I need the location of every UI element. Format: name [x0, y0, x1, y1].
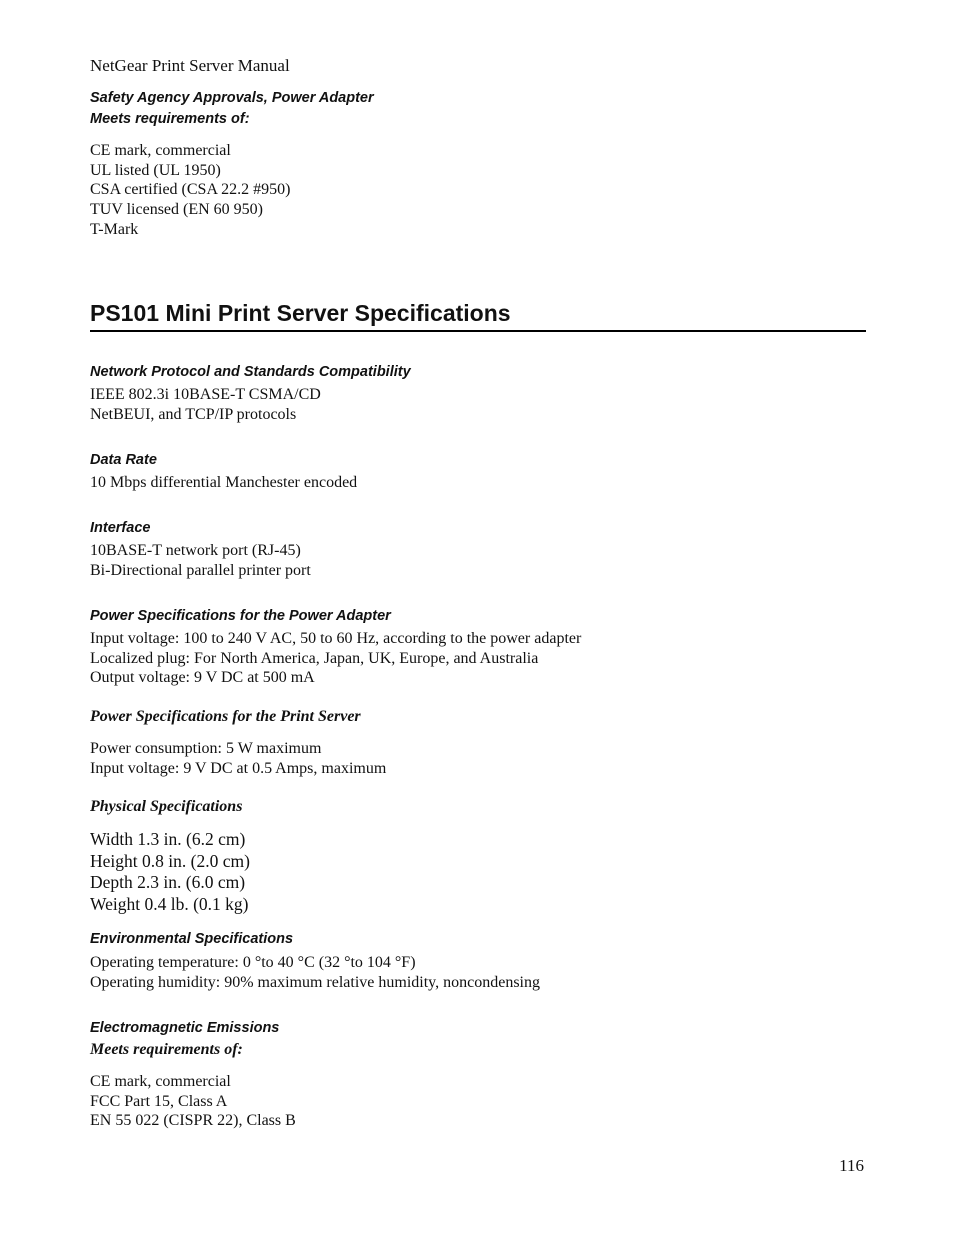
safety-subtitle: Meets requirements of: [90, 111, 250, 127]
list-item: 10 Mbps differential Manchester encoded [90, 474, 358, 491]
list-item: TUV licensed (EN 60 950) [90, 201, 263, 219]
list-item: UL listed (UL 1950) [90, 161, 221, 179]
environmental-list [90, 953, 540, 992]
list-item: Operating humidity: 90% maximum relative humidity, noncondensing [90, 973, 540, 991]
list-item: 10BASE-T network port (RJ-45) [90, 542, 301, 559]
emissions-list [90, 1072, 296, 1131]
list-item: Power consumption: 5 W maximum [90, 740, 322, 757]
power-adapter-title: Power Specifications for the Power Adapter [90, 608, 391, 624]
list-item: Operating temperature: 0 °to 40 °C (32 °to 104 °F) [90, 954, 416, 971]
page-header: NetGear Print Server Manual [90, 56, 290, 75]
list-item: FCC Part 15, Class A [90, 1092, 228, 1110]
list-item: Height 0.8 in. (2.0 cm) [90, 850, 250, 871]
emissions-title: Electromagnetic Emissions [90, 1020, 280, 1036]
safety-list [90, 141, 290, 240]
list-item: Input voltage: 100 to 240 V AC, 50 to 60 Hz, according to the power adapter [90, 630, 582, 647]
list-item: EN 55 022 (CISPR 22), Class B [90, 1112, 296, 1130]
network-list [90, 385, 321, 424]
page-number: 116 [839, 1156, 864, 1175]
safety-title: Safety Agency Approvals, Power Adapter [90, 90, 374, 106]
list-item: Bi-Directional parallel printer port [90, 561, 311, 579]
power-server-title: Power Specifications for the Print Server [90, 708, 361, 725]
list-item: CE mark, commercial [90, 142, 231, 159]
list-item: Input voltage: 9 V DC at 0.5 Amps, maximum [90, 759, 387, 777]
data-rate-title: Data Rate [90, 452, 157, 468]
environmental-title: Environmental Specifications [90, 931, 294, 947]
interface-title: Interface [90, 520, 151, 536]
list-item: CSA certified (CSA 22.2 #950) [90, 181, 291, 199]
list-item: T-Mark [90, 220, 139, 238]
list-item: CE mark, commercial [90, 1073, 231, 1090]
list-item: Width 1.3 in. (6.2 cm) [90, 829, 246, 849]
list-item: NetBEUI, and TCP/IP protocols [90, 405, 297, 423]
list-item: Output voltage: 9 V DC at 500 mA [90, 669, 315, 687]
list-item: IEEE 802.3i 10BASE-T CSMA/CD [90, 386, 321, 403]
list-item: Weight 0.4 lb. (0.1 kg) [90, 893, 249, 914]
physical-title: Physical Specifications [90, 798, 243, 815]
section-heading: PS101 Mini Print Server Specifications [90, 300, 866, 332]
physical-list [90, 829, 250, 915]
network-title: Network Protocol and Standards Compatibility [90, 364, 411, 380]
power-adapter-list [90, 629, 581, 688]
data-rate-list [90, 473, 357, 493]
interface-list [90, 541, 311, 580]
list-item: Depth 2.3 in. (6.0 cm) [90, 872, 246, 892]
list-item: Localized plug: For North America, Japan, UK, Europe, and Australia [90, 649, 539, 667]
power-server-list [90, 739, 386, 778]
emissions-subtitle: Meets requirements of: [90, 1041, 243, 1058]
